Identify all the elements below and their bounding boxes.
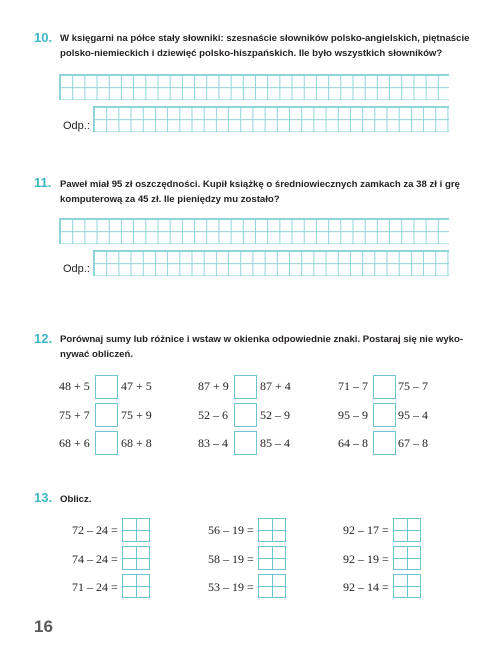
compare-right-expr: 85 – 4 <box>260 436 290 450</box>
compare-right-expr: 68 + 8 <box>121 436 152 450</box>
task-11-answer-grid[interactable] <box>93 250 449 276</box>
subtraction-expr: 56 – 19 = <box>208 523 254 537</box>
task-12-text-line2: nywać obliczeń. <box>60 349 134 360</box>
subtraction-expr: 92 – 19 = <box>343 552 389 566</box>
answer-box[interactable] <box>393 518 421 542</box>
compare-right-expr: 87 + 4 <box>260 379 291 393</box>
compare-left-expr: 95 – 9 <box>338 408 368 422</box>
task-11-text-line2: komputerową za 45 zł. Ile pieniędzy mu zostało? <box>60 194 280 205</box>
compare-left-expr: 64 – 8 <box>338 436 368 450</box>
compare-sign-box[interactable] <box>373 431 396 455</box>
compare-sign-box[interactable] <box>95 403 118 427</box>
task-10-text-line2: polsko-niemieckich i dziewięć polsko-hiszpańskich. Ile było wszystkich słowników? <box>60 48 443 59</box>
compare-left-expr: 68 + 6 <box>59 436 90 450</box>
compare-sign-box[interactable] <box>234 375 257 399</box>
subtraction-expr: 53 – 19 = <box>208 580 254 594</box>
compare-left-expr: 83 – 4 <box>198 436 228 450</box>
compare-right-expr: 75 + 9 <box>121 408 152 422</box>
answer-box[interactable] <box>258 574 286 598</box>
answer-box[interactable] <box>122 518 150 542</box>
subtraction-expr: 92 – 17 = <box>343 523 389 537</box>
compare-sign-box[interactable] <box>234 403 257 427</box>
answer-box[interactable] <box>258 546 286 570</box>
answer-box[interactable] <box>258 518 286 542</box>
answer-box[interactable] <box>122 546 150 570</box>
subtraction-expr: 72 – 24 = <box>72 523 118 537</box>
task-10-answer-label: Odp.: <box>63 120 90 132</box>
task-10-number: 10. <box>34 30 53 45</box>
task-13-number: 13. <box>34 490 53 505</box>
task-11-answer-label: Odp.: <box>63 263 90 275</box>
compare-left-expr: 52 – 6 <box>198 408 228 422</box>
compare-right-expr: 95 – 4 <box>398 408 428 422</box>
compare-sign-box[interactable] <box>373 375 396 399</box>
task-10-text-line1: W księgarni na półce stały słowniki: szesnaście słowników polsko-angielskich, piętnaście <box>60 33 470 44</box>
compare-left-expr: 48 + 5 <box>59 379 90 393</box>
compare-sign-box[interactable] <box>95 431 118 455</box>
page-number: 16 <box>34 617 53 636</box>
task-13-title: Oblicz. <box>60 494 92 505</box>
compare-right-expr: 67 – 8 <box>398 436 428 450</box>
task-10-work-grid[interactable] <box>59 74 449 100</box>
compare-left-expr: 75 + 7 <box>59 408 90 422</box>
compare-sign-box[interactable] <box>373 403 396 427</box>
compare-left-expr: 71 – 7 <box>338 379 368 393</box>
subtraction-expr: 74 – 24 = <box>72 552 118 566</box>
subtraction-expr: 92 – 14 = <box>343 580 389 594</box>
compare-sign-box[interactable] <box>234 431 257 455</box>
answer-box[interactable] <box>393 574 421 598</box>
task-11-text-line1: Paweł miał 95 zł oszczędności. Kupił książkę o średniowiecznych zamkach za 38 zł i grę <box>60 179 460 190</box>
subtraction-expr: 58 – 19 = <box>208 552 254 566</box>
task-12-number: 12. <box>34 331 53 346</box>
compare-sign-box[interactable] <box>95 375 118 399</box>
compare-right-expr: 47 + 5 <box>121 379 152 393</box>
task-11-number: 11. <box>34 175 52 190</box>
task-12-text-line1: Porównaj sumy lub różnice i wstaw w okienka odpowiednie znaki. Postaraj się nie wyko- <box>60 334 464 345</box>
subtraction-expr: 71 – 24 = <box>72 580 118 594</box>
compare-right-expr: 75 – 7 <box>398 379 428 393</box>
compare-right-expr: 52 – 9 <box>260 408 290 422</box>
task-11-work-grid[interactable] <box>59 218 449 244</box>
answer-box[interactable] <box>393 546 421 570</box>
answer-box[interactable] <box>122 574 150 598</box>
compare-left-expr: 87 + 9 <box>198 379 229 393</box>
task-10-answer-grid[interactable] <box>93 106 449 132</box>
